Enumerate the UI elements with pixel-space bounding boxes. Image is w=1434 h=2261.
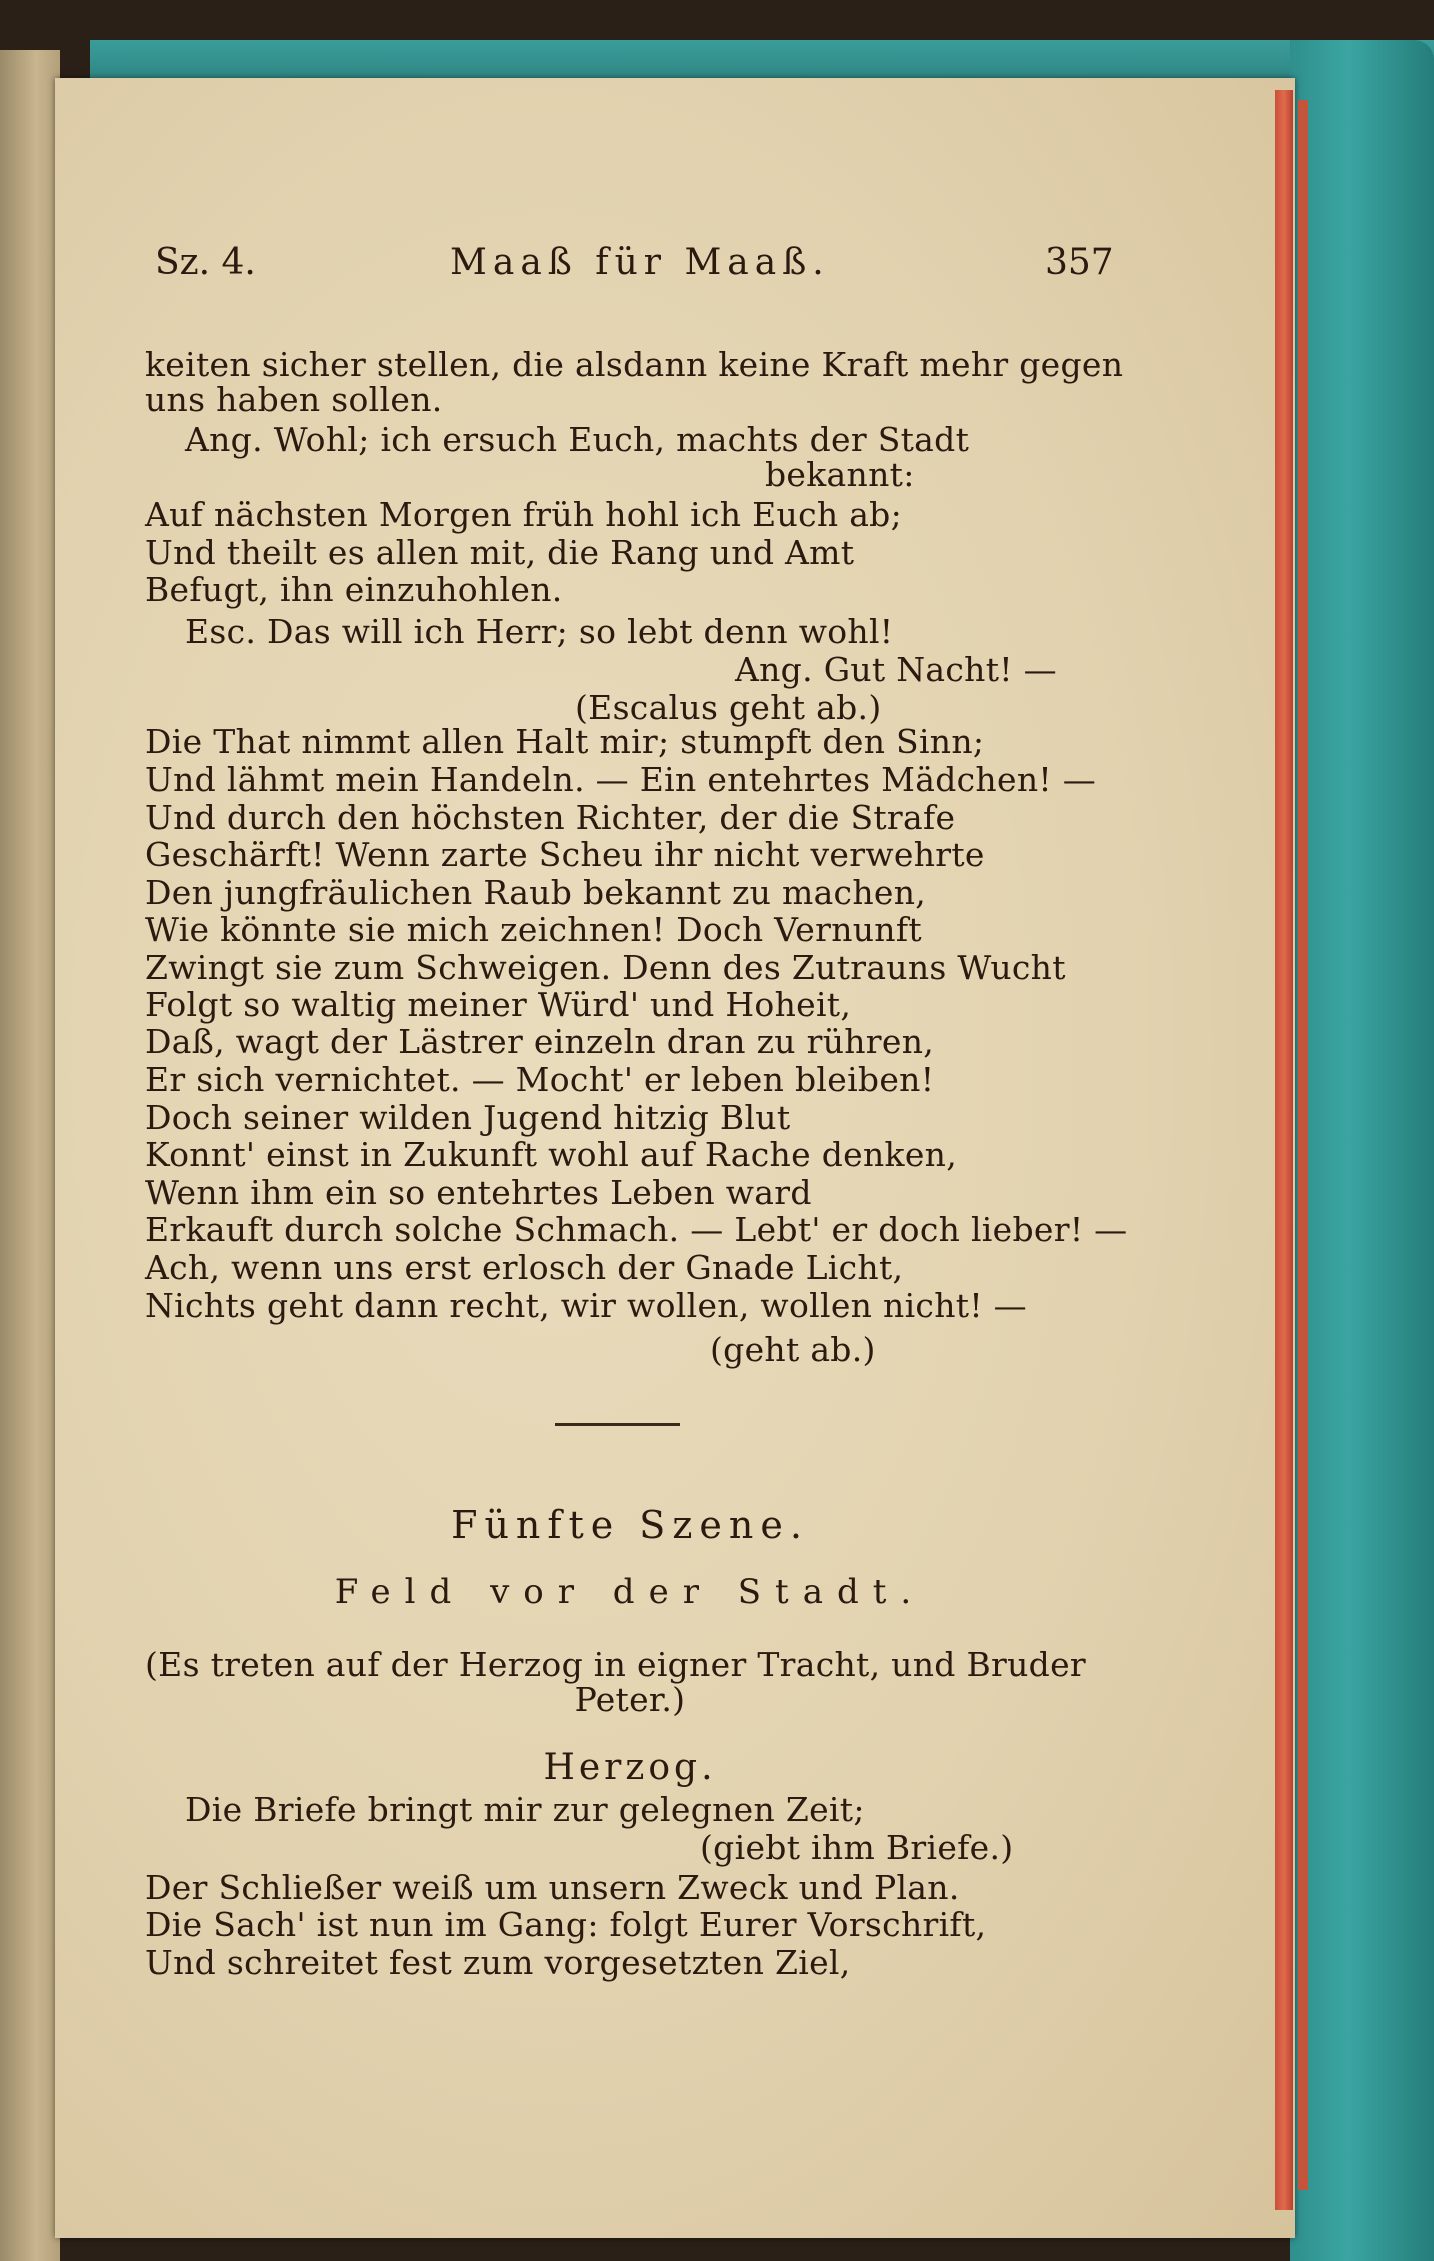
text-line: Und theilt es allen mit, die Rang und Amt	[145, 533, 855, 572]
text-line: Wenn ihm ein so entehrtes Leben ward	[145, 1173, 812, 1212]
text-line: keiten sicher stellen, die alsdann keine Kraft mehr gegen	[145, 345, 1124, 384]
text-line: Geschärft! Wenn zarte Scheu ihr nicht verwehrte	[145, 835, 985, 874]
text-line: Ang. Wohl; ich ersuch Euch, machts der Stadt	[185, 420, 970, 459]
text-line: Konnt' einst in Zukunft wohl auf Rache denken,	[145, 1135, 957, 1174]
text-line: Und durch den höchsten Richter, der die Strafe	[145, 798, 956, 837]
speaker-name: Herzog.	[543, 1747, 717, 1788]
text-line: Die That nimmt allen Halt mir; stumpft den Sinn;	[145, 722, 985, 761]
text-line: Doch seiner wilden Jugend hitzig Blut	[145, 1098, 791, 1137]
text-line: Die Sach' ist nun im Gang: folgt Eurer Vorschrift,	[145, 1905, 987, 1944]
text-line: Folgt so waltig meiner Würd' und Hoheit,	[145, 985, 852, 1024]
previous-page-edge	[0, 50, 60, 2261]
page-number: 357	[1045, 242, 1114, 283]
text-line: Daß, wagt der Lästrer einzeln dran zu rühren,	[145, 1022, 935, 1061]
text-line: uns haben sollen.	[145, 380, 443, 419]
stage-direction: (Es treten auf der Herzog in eigner Tracht, und Bruder	[145, 1645, 1087, 1684]
text-line: Nichts geht dann recht, wir wollen, wollen nicht! —	[145, 1286, 1027, 1325]
section-divider	[555, 1423, 680, 1426]
text-line: Esc. Das will ich Herr; so lebt denn wohl!	[185, 612, 894, 651]
text-line: Ang. Gut Nacht! —	[735, 650, 1057, 689]
stage-direction: Peter.)	[574, 1680, 686, 1719]
red-page-edge	[1275, 90, 1293, 2210]
text-line: Auf nächsten Morgen früh hohl ich Euch ab;	[145, 495, 903, 534]
red-page-edge-inner	[1298, 100, 1308, 2190]
text-line: Der Schließer weiß um unsern Zweck und Plan.	[145, 1868, 960, 1907]
text-line: Und schreitet fest zum vorgesetzten Ziel,	[145, 1943, 851, 1982]
text-line: Er sich vernichtet. — Mocht' er leben bleiben!	[145, 1060, 935, 1099]
stage-direction: (geht ab.)	[710, 1330, 876, 1369]
text-line: Befugt, ihn einzuhohlen.	[145, 570, 563, 609]
stage-direction: (Escalus geht ab.)	[575, 688, 882, 727]
text-line: Ach, wenn uns erst erlosch der Gnade Licht,	[145, 1248, 904, 1287]
text-line: Erkauft durch solche Schmach. — Lebt' er doch lieber! —	[145, 1210, 1128, 1249]
text-line: bekannt:	[765, 455, 915, 494]
scene-title: Fünfte Szene.	[451, 1503, 809, 1547]
text-line: Die Briefe bringt mir zur gelegnen Zeit;	[185, 1790, 865, 1829]
text-line: Wie könnte sie mich zeichnen! Doch Vernunft	[145, 910, 922, 949]
scene-reference: Sz. 4.	[155, 242, 256, 283]
book-cover-edge	[1290, 40, 1434, 2261]
text-line: Zwingt sie zum Schweigen. Denn des Zutrauns Wucht	[145, 948, 1066, 987]
scene-location: Feld vor der Stadt.	[334, 1572, 926, 1612]
text-line: Und lähmt mein Handeln. — Ein entehrtes Mädchen! —	[145, 760, 1097, 799]
running-title: Maaß für Maaß.	[450, 242, 830, 283]
text-line: Den jungfräulichen Raub bekannt zu machen,	[145, 873, 927, 912]
stage-direction: (giebt ihm Briefe.)	[700, 1828, 1014, 1867]
